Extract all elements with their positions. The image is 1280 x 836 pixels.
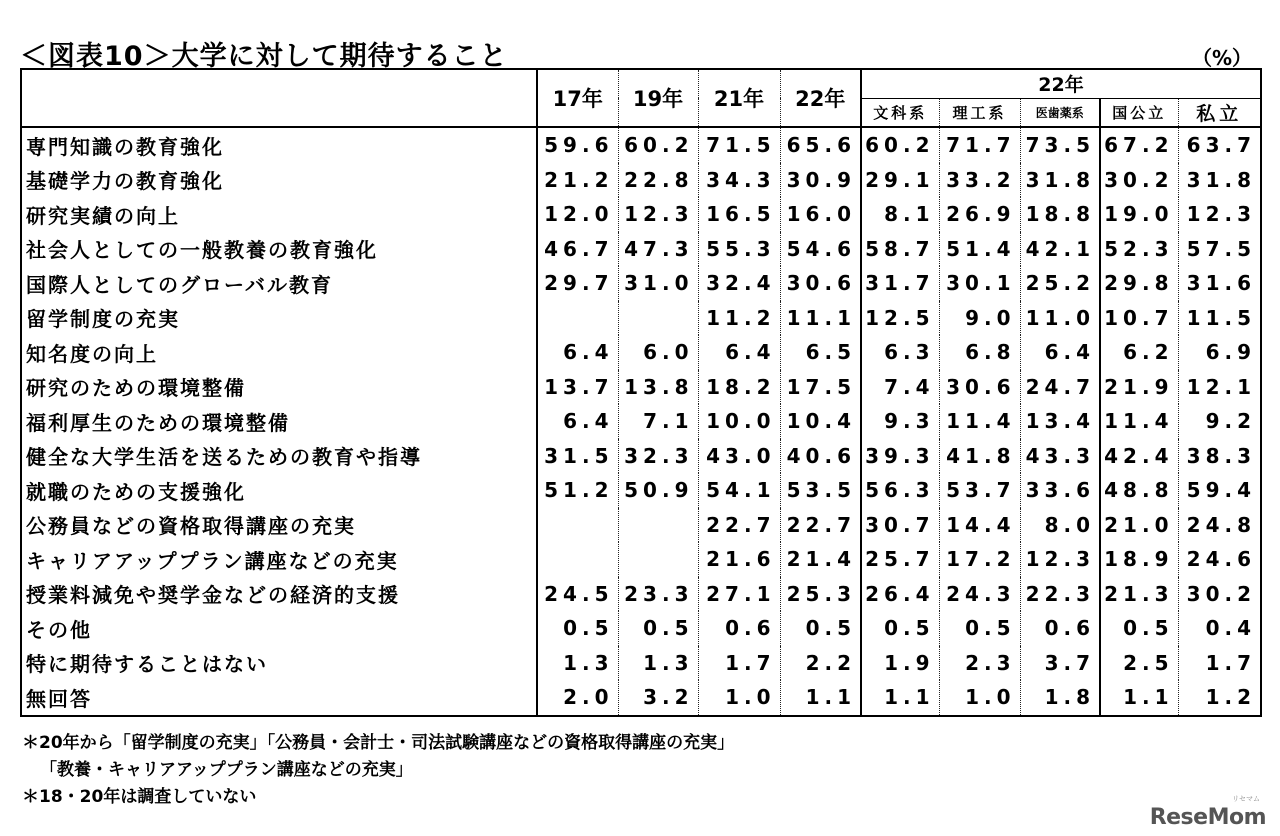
value-cell bbox=[618, 301, 698, 336]
row-label: その他 bbox=[21, 611, 537, 646]
value-cell: 24.7 bbox=[1020, 370, 1100, 405]
value-cell: 6.2 bbox=[1100, 335, 1178, 370]
value-cell: 30.2 bbox=[1100, 163, 1178, 198]
value-cell: 0.5 bbox=[861, 611, 939, 646]
value-cell: 6.4 bbox=[537, 404, 618, 439]
value-cell: 30.9 bbox=[780, 163, 861, 198]
value-cell: 7.4 bbox=[861, 370, 939, 405]
value-cell: 47.3 bbox=[618, 232, 698, 267]
value-cell: 12.3 bbox=[618, 197, 698, 232]
value-cell: 60.2 bbox=[861, 127, 939, 163]
row-label: 福利厚生のための環境整備 bbox=[21, 404, 537, 439]
table-row bbox=[21, 473, 1261, 508]
value-cell: 21.2 bbox=[537, 163, 618, 198]
value-cell: 1.0 bbox=[698, 680, 780, 716]
value-cell: 63.7 bbox=[1178, 127, 1261, 163]
value-cell: 26.9 bbox=[939, 197, 1020, 232]
value-cell: 55.3 bbox=[698, 232, 780, 267]
value-cell: 6.4 bbox=[537, 335, 618, 370]
value-cell: 34.3 bbox=[698, 163, 780, 198]
footnotes bbox=[22, 730, 734, 811]
value-cell: 11.4 bbox=[1100, 404, 1178, 439]
table-row bbox=[21, 266, 1261, 301]
value-cell: 27.1 bbox=[698, 577, 780, 612]
value-cell: 30.6 bbox=[939, 370, 1020, 405]
value-cell: 0.5 bbox=[939, 611, 1020, 646]
value-cell: 21.0 bbox=[1100, 508, 1178, 543]
row-label: 授業料減免や奨学金などの経済的支援 bbox=[21, 577, 537, 612]
header-sub-medical: 医歯薬系 bbox=[1020, 98, 1100, 127]
value-cell: 19.0 bbox=[1100, 197, 1178, 232]
value-cell: 32.3 bbox=[618, 439, 698, 474]
table-row bbox=[21, 127, 1261, 163]
table-row bbox=[21, 232, 1261, 267]
watermark-small-text: リセマム bbox=[1232, 795, 1260, 803]
value-cell: 56.3 bbox=[861, 473, 939, 508]
value-cell: 11.1 bbox=[780, 301, 861, 336]
value-cell bbox=[537, 508, 618, 543]
value-cell: 31.8 bbox=[1178, 163, 1261, 198]
value-cell: 24.5 bbox=[537, 577, 618, 612]
row-label: 社会人としての一般教養の教育強化 bbox=[21, 232, 537, 267]
row-label: 研究実績の向上 bbox=[21, 197, 537, 232]
value-cell: 10.4 bbox=[780, 404, 861, 439]
table-row bbox=[21, 680, 1261, 716]
value-cell: 58.7 bbox=[861, 232, 939, 267]
value-cell: 1.3 bbox=[618, 646, 698, 681]
value-cell: 1.3 bbox=[537, 646, 618, 681]
value-cell bbox=[537, 542, 618, 577]
value-cell: 32.4 bbox=[698, 266, 780, 301]
value-cell: 12.1 bbox=[1178, 370, 1261, 405]
table-title: ＜図表10＞大学に対して期待すること bbox=[20, 41, 508, 72]
value-cell: 21.4 bbox=[780, 542, 861, 577]
value-cell: 1.1 bbox=[1100, 680, 1178, 716]
value-cell: 30.7 bbox=[861, 508, 939, 543]
value-cell: 31.6 bbox=[1178, 266, 1261, 301]
footnote-2: 「教養・キャリアアッププラン講座などの充実」 bbox=[40, 760, 413, 780]
value-cell: 0.6 bbox=[698, 611, 780, 646]
value-cell: 18.9 bbox=[1100, 542, 1178, 577]
value-cell: 1.7 bbox=[698, 646, 780, 681]
value-cell: 71.5 bbox=[698, 127, 780, 163]
value-cell: 6.3 bbox=[861, 335, 939, 370]
value-cell: 42.4 bbox=[1100, 439, 1178, 474]
header-year-21: 21年 bbox=[698, 69, 780, 127]
value-cell: 54.1 bbox=[698, 473, 780, 508]
value-cell: 12.3 bbox=[1178, 197, 1261, 232]
value-cell: 53.5 bbox=[780, 473, 861, 508]
row-label: 就職のための支援強化 bbox=[21, 473, 537, 508]
value-cell: 6.4 bbox=[698, 335, 780, 370]
value-cell bbox=[618, 542, 698, 577]
value-cell: 10.7 bbox=[1100, 301, 1178, 336]
header-year-19: 19年 bbox=[618, 69, 698, 127]
value-cell: 2.5 bbox=[1100, 646, 1178, 681]
value-cell: 65.6 bbox=[780, 127, 861, 163]
value-cell: 17.2 bbox=[939, 542, 1020, 577]
value-cell: 31.0 bbox=[618, 266, 698, 301]
value-cell: 43.0 bbox=[698, 439, 780, 474]
value-cell: 12.3 bbox=[1020, 542, 1100, 577]
table-row bbox=[21, 404, 1261, 439]
header-sub-science: 理工系 bbox=[939, 98, 1020, 127]
value-cell: 14.4 bbox=[939, 508, 1020, 543]
row-label: 無回答 bbox=[21, 680, 537, 716]
value-cell: 11.4 bbox=[939, 404, 1020, 439]
results-table bbox=[20, 68, 1262, 717]
value-cell: 41.8 bbox=[939, 439, 1020, 474]
value-cell: 9.0 bbox=[939, 301, 1020, 336]
value-cell: 1.0 bbox=[939, 680, 1020, 716]
value-cell: 51.4 bbox=[939, 232, 1020, 267]
value-cell: 42.1 bbox=[1020, 232, 1100, 267]
value-cell bbox=[537, 301, 618, 336]
table-row bbox=[21, 163, 1261, 198]
table-row bbox=[21, 197, 1261, 232]
value-cell: 24.8 bbox=[1178, 508, 1261, 543]
value-cell: 30.6 bbox=[780, 266, 861, 301]
value-cell: 0.5 bbox=[780, 611, 861, 646]
table-row bbox=[21, 646, 1261, 681]
value-cell: 48.8 bbox=[1100, 473, 1178, 508]
value-cell: 0.5 bbox=[1100, 611, 1178, 646]
value-cell: 21.9 bbox=[1100, 370, 1178, 405]
value-cell: 0.5 bbox=[537, 611, 618, 646]
value-cell: 12.0 bbox=[537, 197, 618, 232]
value-cell: 2.3 bbox=[939, 646, 1020, 681]
value-cell: 1.7 bbox=[1178, 646, 1261, 681]
table-body bbox=[21, 127, 1261, 716]
value-cell: 59.6 bbox=[537, 127, 618, 163]
value-cell: 60.2 bbox=[618, 127, 698, 163]
value-cell: 1.1 bbox=[861, 680, 939, 716]
value-cell: 25.7 bbox=[861, 542, 939, 577]
header-sub-private: 私立 bbox=[1178, 98, 1261, 127]
value-cell: 33.2 bbox=[939, 163, 1020, 198]
value-cell: 0.5 bbox=[618, 611, 698, 646]
value-cell: 8.0 bbox=[1020, 508, 1100, 543]
value-cell: 31.5 bbox=[537, 439, 618, 474]
table-row bbox=[21, 611, 1261, 646]
value-cell: 1.9 bbox=[861, 646, 939, 681]
value-cell: 39.3 bbox=[861, 439, 939, 474]
table-row bbox=[21, 577, 1261, 612]
value-cell: 18.2 bbox=[698, 370, 780, 405]
row-label: 研究のための環境整備 bbox=[21, 370, 537, 405]
value-cell: 33.6 bbox=[1020, 473, 1100, 508]
row-label: 基礎学力の教育強化 bbox=[21, 163, 537, 198]
value-cell: 24.6 bbox=[1178, 542, 1261, 577]
value-cell: 40.6 bbox=[780, 439, 861, 474]
value-cell: 25.3 bbox=[780, 577, 861, 612]
value-cell: 54.6 bbox=[780, 232, 861, 267]
value-cell: 1.8 bbox=[1020, 680, 1100, 716]
value-cell: 46.7 bbox=[537, 232, 618, 267]
value-cell: 43.3 bbox=[1020, 439, 1100, 474]
value-cell: 10.0 bbox=[698, 404, 780, 439]
row-label: 特に期待することはない bbox=[21, 646, 537, 681]
value-cell: 71.7 bbox=[939, 127, 1020, 163]
value-cell: 31.8 bbox=[1020, 163, 1100, 198]
value-cell: 30.1 bbox=[939, 266, 1020, 301]
value-cell: 6.5 bbox=[780, 335, 861, 370]
header-year-17: 17年 bbox=[537, 69, 618, 127]
value-cell: 29.1 bbox=[861, 163, 939, 198]
table-row bbox=[21, 370, 1261, 405]
header-sub-public: 国公立 bbox=[1100, 98, 1178, 127]
value-cell: 6.4 bbox=[1020, 335, 1100, 370]
row-label: 健全な大学生活を送るための教育や指導 bbox=[21, 439, 537, 474]
value-cell: 31.7 bbox=[861, 266, 939, 301]
value-cell: 6.0 bbox=[618, 335, 698, 370]
value-cell: 12.5 bbox=[861, 301, 939, 336]
value-cell: 9.2 bbox=[1178, 404, 1261, 439]
value-cell: 1.2 bbox=[1178, 680, 1261, 716]
row-label: 公務員などの資格取得講座の充実 bbox=[21, 508, 537, 543]
value-cell: 57.5 bbox=[1178, 232, 1261, 267]
value-cell: 2.2 bbox=[780, 646, 861, 681]
value-cell: 3.2 bbox=[618, 680, 698, 716]
value-cell: 67.2 bbox=[1100, 127, 1178, 163]
value-cell bbox=[618, 508, 698, 543]
header-year-22: 22年 bbox=[780, 69, 861, 127]
value-cell: 9.3 bbox=[861, 404, 939, 439]
value-cell: 23.3 bbox=[618, 577, 698, 612]
value-cell: 22.8 bbox=[618, 163, 698, 198]
value-cell: 29.8 bbox=[1100, 266, 1178, 301]
header-corner bbox=[21, 69, 537, 127]
value-cell: 13.7 bbox=[537, 370, 618, 405]
value-cell: 22.3 bbox=[1020, 577, 1100, 612]
value-cell: 59.4 bbox=[1178, 473, 1261, 508]
value-cell: 17.5 bbox=[780, 370, 861, 405]
value-cell: 52.3 bbox=[1100, 232, 1178, 267]
value-cell: 73.5 bbox=[1020, 127, 1100, 163]
value-cell: 25.2 bbox=[1020, 266, 1100, 301]
value-cell: 22.7 bbox=[780, 508, 861, 543]
value-cell: 30.2 bbox=[1178, 577, 1261, 612]
table-row bbox=[21, 542, 1261, 577]
row-label: 留学制度の充実 bbox=[21, 301, 537, 336]
table-row bbox=[21, 301, 1261, 336]
row-label: 専門知識の教育強化 bbox=[21, 127, 537, 163]
value-cell: 11.0 bbox=[1020, 301, 1100, 336]
value-cell: 6.9 bbox=[1178, 335, 1261, 370]
value-cell: 18.8 bbox=[1020, 197, 1100, 232]
value-cell: 21.3 bbox=[1100, 577, 1178, 612]
header-group-22: 22年 bbox=[861, 69, 1261, 98]
footnote-3: ＊18・20年は調査していない bbox=[22, 787, 257, 807]
value-cell: 3.7 bbox=[1020, 646, 1100, 681]
row-label: キャリアアッププラン講座などの充実 bbox=[21, 542, 537, 577]
value-cell: 22.7 bbox=[698, 508, 780, 543]
value-cell: 7.1 bbox=[618, 404, 698, 439]
value-cell: 16.5 bbox=[698, 197, 780, 232]
value-cell: 21.6 bbox=[698, 542, 780, 577]
value-cell: 0.6 bbox=[1020, 611, 1100, 646]
value-cell: 24.3 bbox=[939, 577, 1020, 612]
row-label: 国際人としてのグローバル教育 bbox=[21, 266, 537, 301]
resemom-logo: ReseMom bbox=[1149, 805, 1266, 830]
value-cell: 50.9 bbox=[618, 473, 698, 508]
value-cell: 13.4 bbox=[1020, 404, 1100, 439]
value-cell: 11.5 bbox=[1178, 301, 1261, 336]
table-row bbox=[21, 335, 1261, 370]
value-cell: 11.2 bbox=[698, 301, 780, 336]
value-cell: 8.1 bbox=[861, 197, 939, 232]
value-cell: 38.3 bbox=[1178, 439, 1261, 474]
value-cell: 0.4 bbox=[1178, 611, 1261, 646]
value-cell: 13.8 bbox=[618, 370, 698, 405]
value-cell: 29.7 bbox=[537, 266, 618, 301]
value-cell: 51.2 bbox=[537, 473, 618, 508]
value-cell: 16.0 bbox=[780, 197, 861, 232]
unit-label: （%） bbox=[1191, 46, 1252, 70]
footnote-1: ＊20年から「留学制度の充実」「公務員・会計士・司法試験講座などの資格取得講座の充実」 bbox=[22, 733, 735, 753]
value-cell: 1.1 bbox=[780, 680, 861, 716]
row-label: 知名度の向上 bbox=[21, 335, 537, 370]
header-sub-humanities: 文科系 bbox=[861, 98, 939, 127]
table-row bbox=[21, 508, 1261, 543]
value-cell: 2.0 bbox=[537, 680, 618, 716]
table-row bbox=[21, 439, 1261, 474]
value-cell: 53.7 bbox=[939, 473, 1020, 508]
value-cell: 6.8 bbox=[939, 335, 1020, 370]
value-cell: 26.4 bbox=[861, 577, 939, 612]
